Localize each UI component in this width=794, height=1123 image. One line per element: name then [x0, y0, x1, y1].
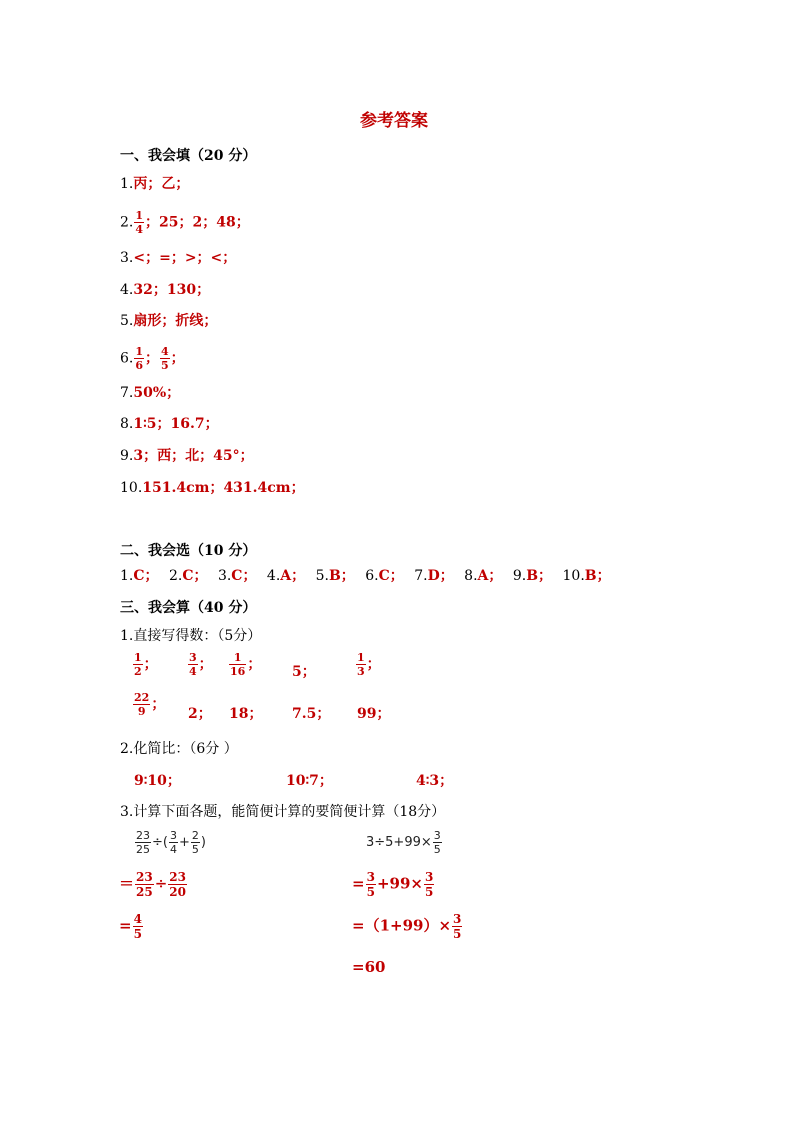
q1-cell: 99； — [357, 706, 391, 722]
fraction: $\frac{23}{25}$ — [136, 829, 150, 856]
fraction: $\frac{1}{2}$ — [134, 651, 142, 678]
q2-answer: 9∶10； — [134, 773, 181, 789]
q2-label: 2.化简比：（6分 ） — [120, 741, 238, 757]
q3-right-step2: =（1+99）× $\frac{3}{5}$ — [352, 912, 462, 941]
choice-number: 4. — [266, 568, 281, 584]
q3-left-step2: = $\frac{4}{5}$ — [119, 912, 142, 941]
choice-answer: C； — [378, 568, 404, 584]
answer-number: 4. — [120, 282, 134, 298]
answer-line-8 — [120, 414, 219, 434]
fraction: $\frac{1}{6}$ — [135, 345, 144, 372]
choice-number: 1. — [120, 568, 134, 584]
answer-number: 9. — [120, 448, 134, 464]
answer-line-9 — [120, 446, 254, 466]
section3-heading: 三、我会算（40 分） — [120, 600, 257, 616]
separator: ； — [170, 350, 185, 367]
fraction: $\frac{1}{3}$ — [357, 651, 365, 678]
answer-line-10 — [120, 478, 305, 498]
choice-answer: C； — [133, 568, 159, 584]
answer-text: <；=；>；<； — [133, 250, 237, 266]
section2-heading: 二、我会选（10 分） — [120, 543, 257, 559]
fraction: $\frac{3}{5}$ — [424, 870, 434, 899]
q1-cell: $\frac{22}{9}$ ； — [134, 691, 166, 718]
choice-number: 2. — [168, 568, 183, 584]
answer-number: 1. — [120, 176, 134, 192]
answer-number: 6. — [120, 350, 134, 367]
answer-text: 扇形；折线； — [133, 313, 218, 329]
fraction: $\frac{3}{5}$ — [433, 829, 441, 856]
fraction: $\frac{22}{9}$ — [134, 691, 150, 718]
choice-answers — [120, 566, 611, 586]
answer-line-3 — [120, 248, 236, 268]
choice-number: 8. — [464, 568, 478, 584]
q3-label: 3.计算下面各题，能简便计算的要简便计算（18分） — [120, 804, 446, 820]
choice-number: 5. — [315, 568, 329, 584]
choice-number: 10. — [562, 568, 585, 584]
answer-text: 32；130； — [133, 282, 211, 298]
choice-answer: B； — [526, 568, 553, 584]
answer-text: 1∶5；16.7； — [133, 416, 219, 432]
answer-line-5 — [120, 311, 217, 331]
fraction: $\frac{23}{20}$ — [169, 870, 186, 899]
answer-text: 3；西；北；45°； — [133, 448, 254, 464]
choice-number: 7. — [414, 568, 428, 584]
answer-number: 10. — [120, 480, 143, 496]
fraction: $\frac{23}{25}$ — [136, 870, 153, 899]
separator: ； — [145, 350, 160, 367]
answer-text: ；25；2；48； — [145, 214, 250, 231]
choice-number: 9. — [512, 568, 527, 584]
answer-line-1 — [120, 174, 189, 194]
choice-answer: A； — [477, 568, 503, 584]
fraction: $\frac{1}{16}$ — [230, 651, 246, 678]
q3-right-step3: =60 — [352, 958, 386, 976]
q3-right-expression: 3÷5+99× $\frac{3}{5}$ — [366, 829, 441, 856]
fraction: $\frac{3}{4}$ — [169, 829, 177, 856]
q1-cell: $\frac{1}{3}$ ； — [357, 651, 381, 678]
fraction: $\frac{3}{4}$ — [189, 651, 197, 678]
choice-answer: C； — [182, 568, 208, 584]
choice-answer: B； — [328, 568, 355, 584]
q1-cell: 7.5； — [292, 706, 331, 722]
q1-cell: 18； — [229, 706, 263, 722]
answer-text: 丙；乙； — [133, 176, 190, 192]
q1-cell: $\frac{1}{2}$ ； — [134, 651, 158, 678]
q3-right-step1: = $\frac{3}{5}$ +99× $\frac{3}{5}$ — [352, 870, 434, 899]
answer-line-4 — [120, 280, 210, 300]
choice-number: 3. — [217, 568, 232, 584]
section1-heading: 一、我会填（20 分） — [120, 148, 257, 164]
choice-answer: B； — [584, 568, 611, 584]
q3-left-step1: ＝ $\frac{23}{25}$ ÷ $\frac{23}{20}$ — [119, 870, 186, 899]
answer-text: 50%； — [133, 385, 181, 401]
answer-number: 8. — [120, 416, 134, 432]
fraction: $\frac{4}{5}$ — [133, 912, 142, 941]
q2-answer: 10∶7； — [286, 773, 333, 789]
answer-number: 5. — [120, 313, 134, 329]
q3-left-expression: $\frac{23}{25}$ ÷( $\frac{3}{4}$ + $\frac{2}{5}$ ) — [136, 829, 206, 856]
answer-line-6 — [120, 345, 185, 372]
answer-number: 7. — [120, 385, 134, 401]
q1-cell: 2； — [188, 706, 212, 722]
q2-answer: 4∶3； — [416, 773, 454, 789]
q1-cell: 5； — [292, 664, 316, 680]
q1-cell: $\frac{3}{4}$ ； — [189, 651, 213, 678]
answer-line-7 — [120, 383, 180, 403]
page-title: 参考答案 — [360, 111, 428, 131]
fraction: $\frac{4}{5}$ — [161, 345, 169, 372]
fraction: $\frac{1}{4}$ — [135, 209, 144, 236]
answer-number: 2. — [120, 214, 134, 231]
choice-answer: C； — [231, 568, 257, 584]
answer-text: 151.4cm；431.4cm； — [142, 480, 305, 496]
choice-answer: A； — [280, 568, 306, 584]
answer-number: 3. — [120, 250, 134, 266]
answer-line-2 — [120, 209, 250, 236]
choice-answer: D； — [427, 568, 454, 584]
choice-number: 6. — [365, 568, 379, 584]
fraction: $\frac{2}{5}$ — [191, 829, 199, 856]
fraction: $\frac{3}{5}$ — [453, 912, 462, 941]
fraction: $\frac{3}{5}$ — [366, 870, 375, 899]
q1-cell: $\frac{1}{16}$ ； — [230, 651, 262, 678]
q1-label: 1.直接写得数：（5分） — [120, 628, 262, 644]
